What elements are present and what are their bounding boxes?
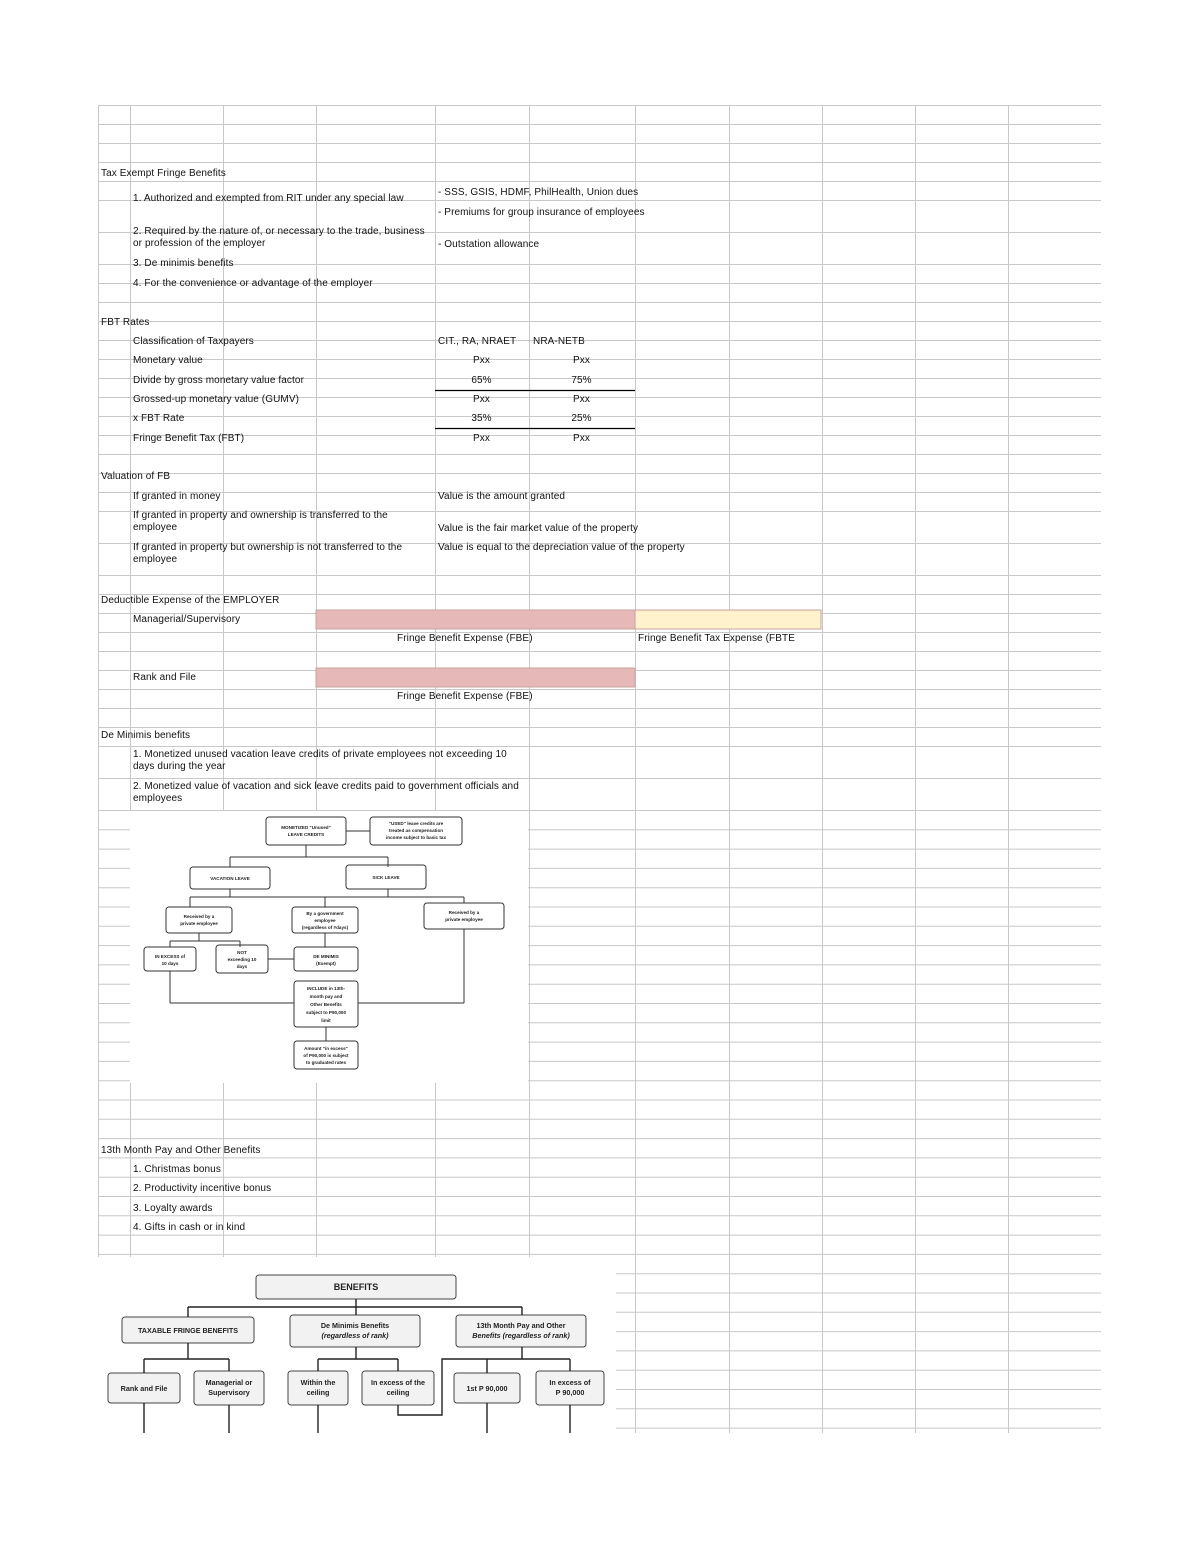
fc1-private2-2: private employee (445, 917, 483, 922)
thirteenth-item-1: 1. Christmas bonus (133, 1164, 221, 1175)
fc2-first: 1st P 90,000 (466, 1384, 508, 1393)
fc2-excess-90-2: P 90,000 (555, 1388, 585, 1397)
benefits-flowchart (98, 1257, 616, 1433)
fbt-row-col2: 25% (571, 413, 592, 424)
fc1-vacation: VACATION LEAVE (210, 876, 250, 881)
fbt-row-col2: Pxx (573, 433, 590, 444)
fc1-not-exceeding-3: days (236, 964, 248, 969)
leave-credits-flowchart (130, 811, 528, 1083)
deductible-rank-label: Rank and File (133, 672, 196, 683)
tax-exempt-item-1: 1. Authorized and exempted from RIT under any special law (133, 193, 404, 204)
fc1-include-4: subject to P90,000 (305, 1010, 347, 1015)
fc2-within-1: Within the (300, 1378, 336, 1387)
fbt-row-col1: 65% (471, 375, 492, 386)
de-minimis-item-1: 1. Monetized unused vacation leave credits of private employees not exceeding 10 days during the year (133, 749, 507, 772)
fc2-thirteenth-2: Benefits (regardless of rank) (472, 1331, 570, 1340)
fbt-row-col1: Pxx (473, 355, 490, 366)
fc2-excess-ceiling-1: In excess of the (371, 1378, 425, 1387)
fc1-sick: SICK LEAVE (372, 875, 400, 880)
deductible-fbe2-label: Fringe Benefit Expense (FBE) (397, 691, 533, 702)
fc2-deminimis-1: De Minimis Benefits (320, 1321, 390, 1330)
highlight-cell (316, 668, 635, 687)
fc1-monetized-2: LEAVE CREDITS (287, 832, 325, 837)
fc1-amount-1: Amount "in excess" (304, 1046, 348, 1051)
tax-exempt-item-4: 4. For the convenience or advantage of the employer (133, 278, 373, 289)
fc1-not-exceeding-2: exceeding 10 (227, 957, 257, 962)
fc1-note-2: treated as compensation (388, 828, 444, 833)
fc1-note-1: "USED" leave credits are (388, 821, 444, 826)
fbt-row-label: Divide by gross monetary value factor (133, 375, 304, 386)
valuation-row-value: Value is the fair market value of the property (438, 523, 639, 534)
fc1-private1-1: Received by a (183, 914, 215, 919)
fc1-note-3: income subject to basic tax (386, 835, 446, 840)
fc2-managerial-1: Managerial or (205, 1378, 253, 1387)
fc1-government-1: By a government (306, 911, 344, 916)
de-minimis-title: De Minimis benefits (101, 730, 191, 741)
tax-exempt-item-2: 2. Required by the nature of, or necessary to the trade, business or profession of the employer (133, 226, 425, 249)
fc2-taxable: TAXABLE FRINGE BENEFITS (137, 1326, 239, 1335)
highlight-cell (316, 610, 635, 629)
fc1-include-5: limit (321, 1018, 331, 1023)
fc2-excess-ceiling-2: ceiling (386, 1388, 410, 1397)
deductible-managerial-label: Managerial/Supervisory (133, 614, 241, 625)
fc1-not-exceeding-1: NOT (237, 950, 247, 955)
valuation-row-value: Value is the amount granted (438, 491, 566, 502)
fc2-rank: Rank and File (120, 1384, 168, 1393)
fbt-row-label: x FBT Rate (133, 413, 185, 424)
fbt-row-label: Fringe Benefit Tax (FBT) (133, 433, 245, 444)
fbt-row-label: Monetary value (133, 355, 203, 366)
fc1-deminimis-2: (Exempt) (316, 961, 336, 966)
fc2-benefits: BENEFITS (333, 1282, 379, 1292)
valuation-row-label: If granted in money (133, 491, 221, 502)
spreadsheet (98, 105, 1101, 1433)
fc1-include-1: INCLUDE in 13th- (306, 986, 346, 991)
tax-exempt-title: Tax Exempt Fringe Benefits (101, 168, 226, 179)
fc1-amount-2: of P90,000 is subject (303, 1053, 349, 1058)
tax-exempt-example-2: - Outstation allowance (438, 239, 540, 250)
fbt-row-col2: 75% (571, 375, 592, 386)
de-minimis-item-2: 2. Monetized value of vacation and sick leave credits paid to government officials and employees (133, 781, 519, 804)
fc2-within-2: ceiling (306, 1388, 330, 1397)
fc1-private2-1: Received by a (448, 910, 480, 915)
deductible-fbe-label: Fringe Benefit Expense (FBE) (397, 633, 533, 644)
thirteenth-title: 13th Month Pay and Other Benefits (101, 1145, 261, 1156)
deductible-title: Deductible Expense of the EMPLOYER (101, 595, 280, 606)
fc1-excess-2: 10 days (161, 961, 179, 966)
fc1-deminimis-1: DE MINIMIS (313, 954, 339, 959)
fc1-excess-1: IN EXCESS of (154, 954, 186, 959)
thirteenth-item-3: 3. Loyalty awards (133, 1203, 213, 1214)
fbt-header-col1: CIT., RA, NRAET (438, 336, 517, 347)
fc1-include-2: month pay and (309, 994, 343, 999)
fc2-deminimis-2: (regardless of rank) (321, 1331, 389, 1340)
fbt-header-col2: NRA-NETB (533, 336, 585, 347)
fc1-include-3: Other Benefits (310, 1002, 342, 1007)
fbt-row-col2: Pxx (573, 355, 590, 366)
fc1-government-2: employee (314, 918, 336, 923)
fbt-rates-title: FBT Rates (101, 317, 150, 328)
fbt-row-col1: 35% (471, 413, 492, 424)
tax-exempt-example-1a: - SSS, GSIS, HDMF, PhilHealth, Union dues (438, 187, 639, 198)
thirteenth-item-2: 2. Productivity incentive bonus (133, 1183, 272, 1194)
thirteenth-item-4: 4. Gifts in cash or in kind (133, 1222, 246, 1233)
tax-exempt-item-3: 3. De minimis benefits (133, 258, 234, 269)
fc2-managerial-2: Supervisory (208, 1388, 250, 1397)
valuation-title: Valuation of FB (101, 471, 171, 482)
highlight-cell (635, 610, 821, 629)
fbt-row-col1: Pxx (473, 394, 490, 405)
fbt-row-label: Grossed-up monetary value (GUMV) (133, 394, 300, 405)
valuation-row-value: Value is equal to the depreciation value of the property (438, 542, 685, 553)
fbt-row-col1: Pxx (473, 433, 490, 444)
tax-exempt-example-1b: - Premiums for group insurance of employees (438, 207, 645, 218)
deductible-fbte-label: Fringe Benefit Tax Expense (FBTE (638, 633, 795, 644)
valuation-row-label: If granted in property but ownership is not transferred to the employee (133, 542, 403, 565)
fc2-excess-90-1: In excess of (549, 1378, 591, 1387)
fc1-amount-3: to graduated rates (305, 1060, 347, 1065)
fbt-row-col2: Pxx (573, 394, 590, 405)
fc1-private1-2: private employee (180, 921, 218, 926)
fc1-monetized-1: MONETIZED "Unused" (281, 825, 331, 830)
fc1-government-3: (regardless of #days) (301, 925, 349, 930)
fc2-thirteenth-1: 13th Month Pay and Other (476, 1321, 566, 1330)
valuation-row-label: If granted in property and ownership is transferred to the employee (133, 510, 388, 533)
fbt-header-label: Classification of Taxpayers (133, 336, 254, 347)
